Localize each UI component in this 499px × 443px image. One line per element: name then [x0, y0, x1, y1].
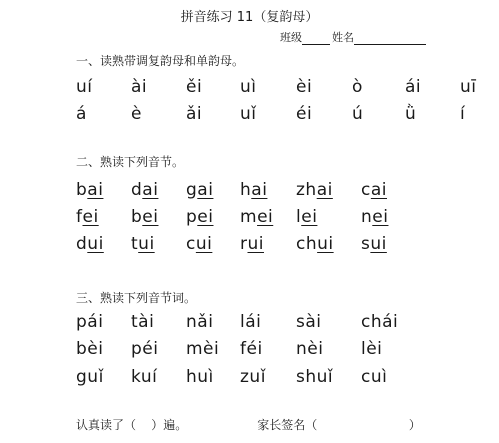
syllable: uī — [460, 77, 477, 97]
syllable: guǐ — [76, 367, 104, 387]
syllable-final: ei — [372, 207, 389, 227]
class-blank — [302, 32, 330, 45]
syllable: zuǐ — [240, 367, 266, 387]
parent-signature-label: 家长签名（ — [257, 418, 318, 432]
syllable-initial: f — [76, 207, 83, 227]
syllable: huì — [186, 367, 214, 387]
syllable-final: ai — [370, 180, 387, 200]
syllable — [240, 179, 304, 201]
syllable-initial: b — [131, 207, 143, 227]
syllable: ài — [131, 77, 148, 97]
syllable: pái — [76, 312, 104, 332]
syllable-initial: h — [240, 180, 252, 200]
syllable-final: ui — [87, 234, 104, 254]
section3-heading: 三、熟读下列音节词。 — [76, 291, 197, 305]
syllable: mèi — [186, 339, 220, 359]
syllable-final: ei — [301, 207, 318, 227]
syllable-final: ai — [87, 180, 104, 200]
read-count-label: 认真读了（ — [76, 418, 137, 432]
syllable-final: ai — [142, 180, 159, 200]
syllable-initial: d — [76, 234, 88, 254]
syllable-final: ei — [197, 207, 214, 227]
syllable: sài — [296, 312, 322, 332]
syllable — [296, 233, 360, 255]
section1-heading: 一、读熟带调复韵母和单韵母。 — [76, 54, 245, 68]
name-label: 姓名 — [332, 31, 354, 44]
syllable — [296, 206, 360, 228]
syllable — [361, 233, 425, 255]
syllable-initial: n — [361, 207, 373, 227]
syllable — [296, 179, 360, 201]
syllable: ǜ — [405, 104, 417, 124]
syllable: ǎi — [186, 104, 203, 124]
syllable-initial: s — [361, 234, 371, 254]
syllable-final: ui — [317, 234, 334, 254]
syllable-initial: ch — [296, 234, 318, 254]
class-label: 班级 — [280, 31, 302, 44]
syllable: péi — [131, 339, 159, 359]
syllable — [240, 233, 304, 255]
syllable-initial: m — [240, 207, 258, 227]
syllable: éi — [296, 104, 313, 124]
syllable: ò — [352, 77, 363, 97]
syllable: uí — [76, 77, 93, 97]
syllable — [361, 206, 425, 228]
syllable-final: ai — [197, 180, 214, 200]
syllable: í — [460, 104, 466, 124]
worksheet-title: 拼音练习 11（复韵母） — [180, 10, 319, 25]
syllable — [361, 179, 425, 201]
syllable-initial: r — [240, 234, 248, 254]
syllable-initial: t — [131, 234, 139, 254]
syllable: lèi — [361, 339, 383, 359]
syllable: á — [76, 104, 87, 124]
syllable: kuí — [131, 367, 158, 387]
syllable-final: ei — [82, 207, 99, 227]
parent-signature-suffix: ） — [408, 418, 421, 432]
read-count-blank — [136, 418, 151, 432]
syllable-initial: zh — [296, 180, 317, 200]
syllable-initial: p — [186, 207, 198, 227]
syllable: ú — [352, 104, 364, 124]
syllable: féi — [240, 339, 263, 359]
syllable: èi — [296, 77, 313, 97]
syllable-final: ei — [257, 207, 274, 227]
footer — [76, 416, 421, 433]
parent-signature-blank — [317, 418, 409, 432]
syllable: cuì — [361, 367, 388, 387]
syllable-initial: g — [186, 180, 198, 200]
syllable-final: ui — [370, 234, 387, 254]
syllable — [240, 206, 304, 228]
syllable: ái — [405, 77, 422, 97]
syllable: uǐ — [240, 104, 257, 124]
syllable-initial: l — [296, 207, 302, 227]
syllable: lái — [240, 312, 262, 332]
syllable: chái — [361, 312, 399, 332]
syllable: tài — [131, 312, 155, 332]
syllable: ěi — [186, 77, 203, 97]
syllable: nǎi — [186, 312, 214, 332]
syllable-initial: d — [131, 180, 143, 200]
syllable: bèi — [76, 339, 104, 359]
syllable-final: ui — [195, 234, 213, 254]
name-blank — [354, 32, 426, 45]
syllable-final: ai — [316, 180, 333, 200]
syllable: nèi — [296, 339, 324, 359]
section2-heading: 二、熟读下列音节。 — [76, 155, 185, 169]
syllable: shuǐ — [296, 367, 334, 387]
syllable-initial: c — [361, 180, 371, 200]
syllable-final: ei — [142, 207, 159, 227]
read-count-suffix: ）遍。 — [151, 418, 188, 432]
syllable-initial: c — [186, 234, 196, 254]
student-info — [280, 29, 426, 45]
syllable-initial: b — [76, 180, 88, 200]
syllable: uì — [240, 77, 257, 97]
syllable: è — [131, 104, 142, 124]
syllable-final: ai — [251, 180, 268, 200]
syllable-final: ui — [247, 234, 264, 254]
syllable-final: ui — [138, 234, 155, 254]
